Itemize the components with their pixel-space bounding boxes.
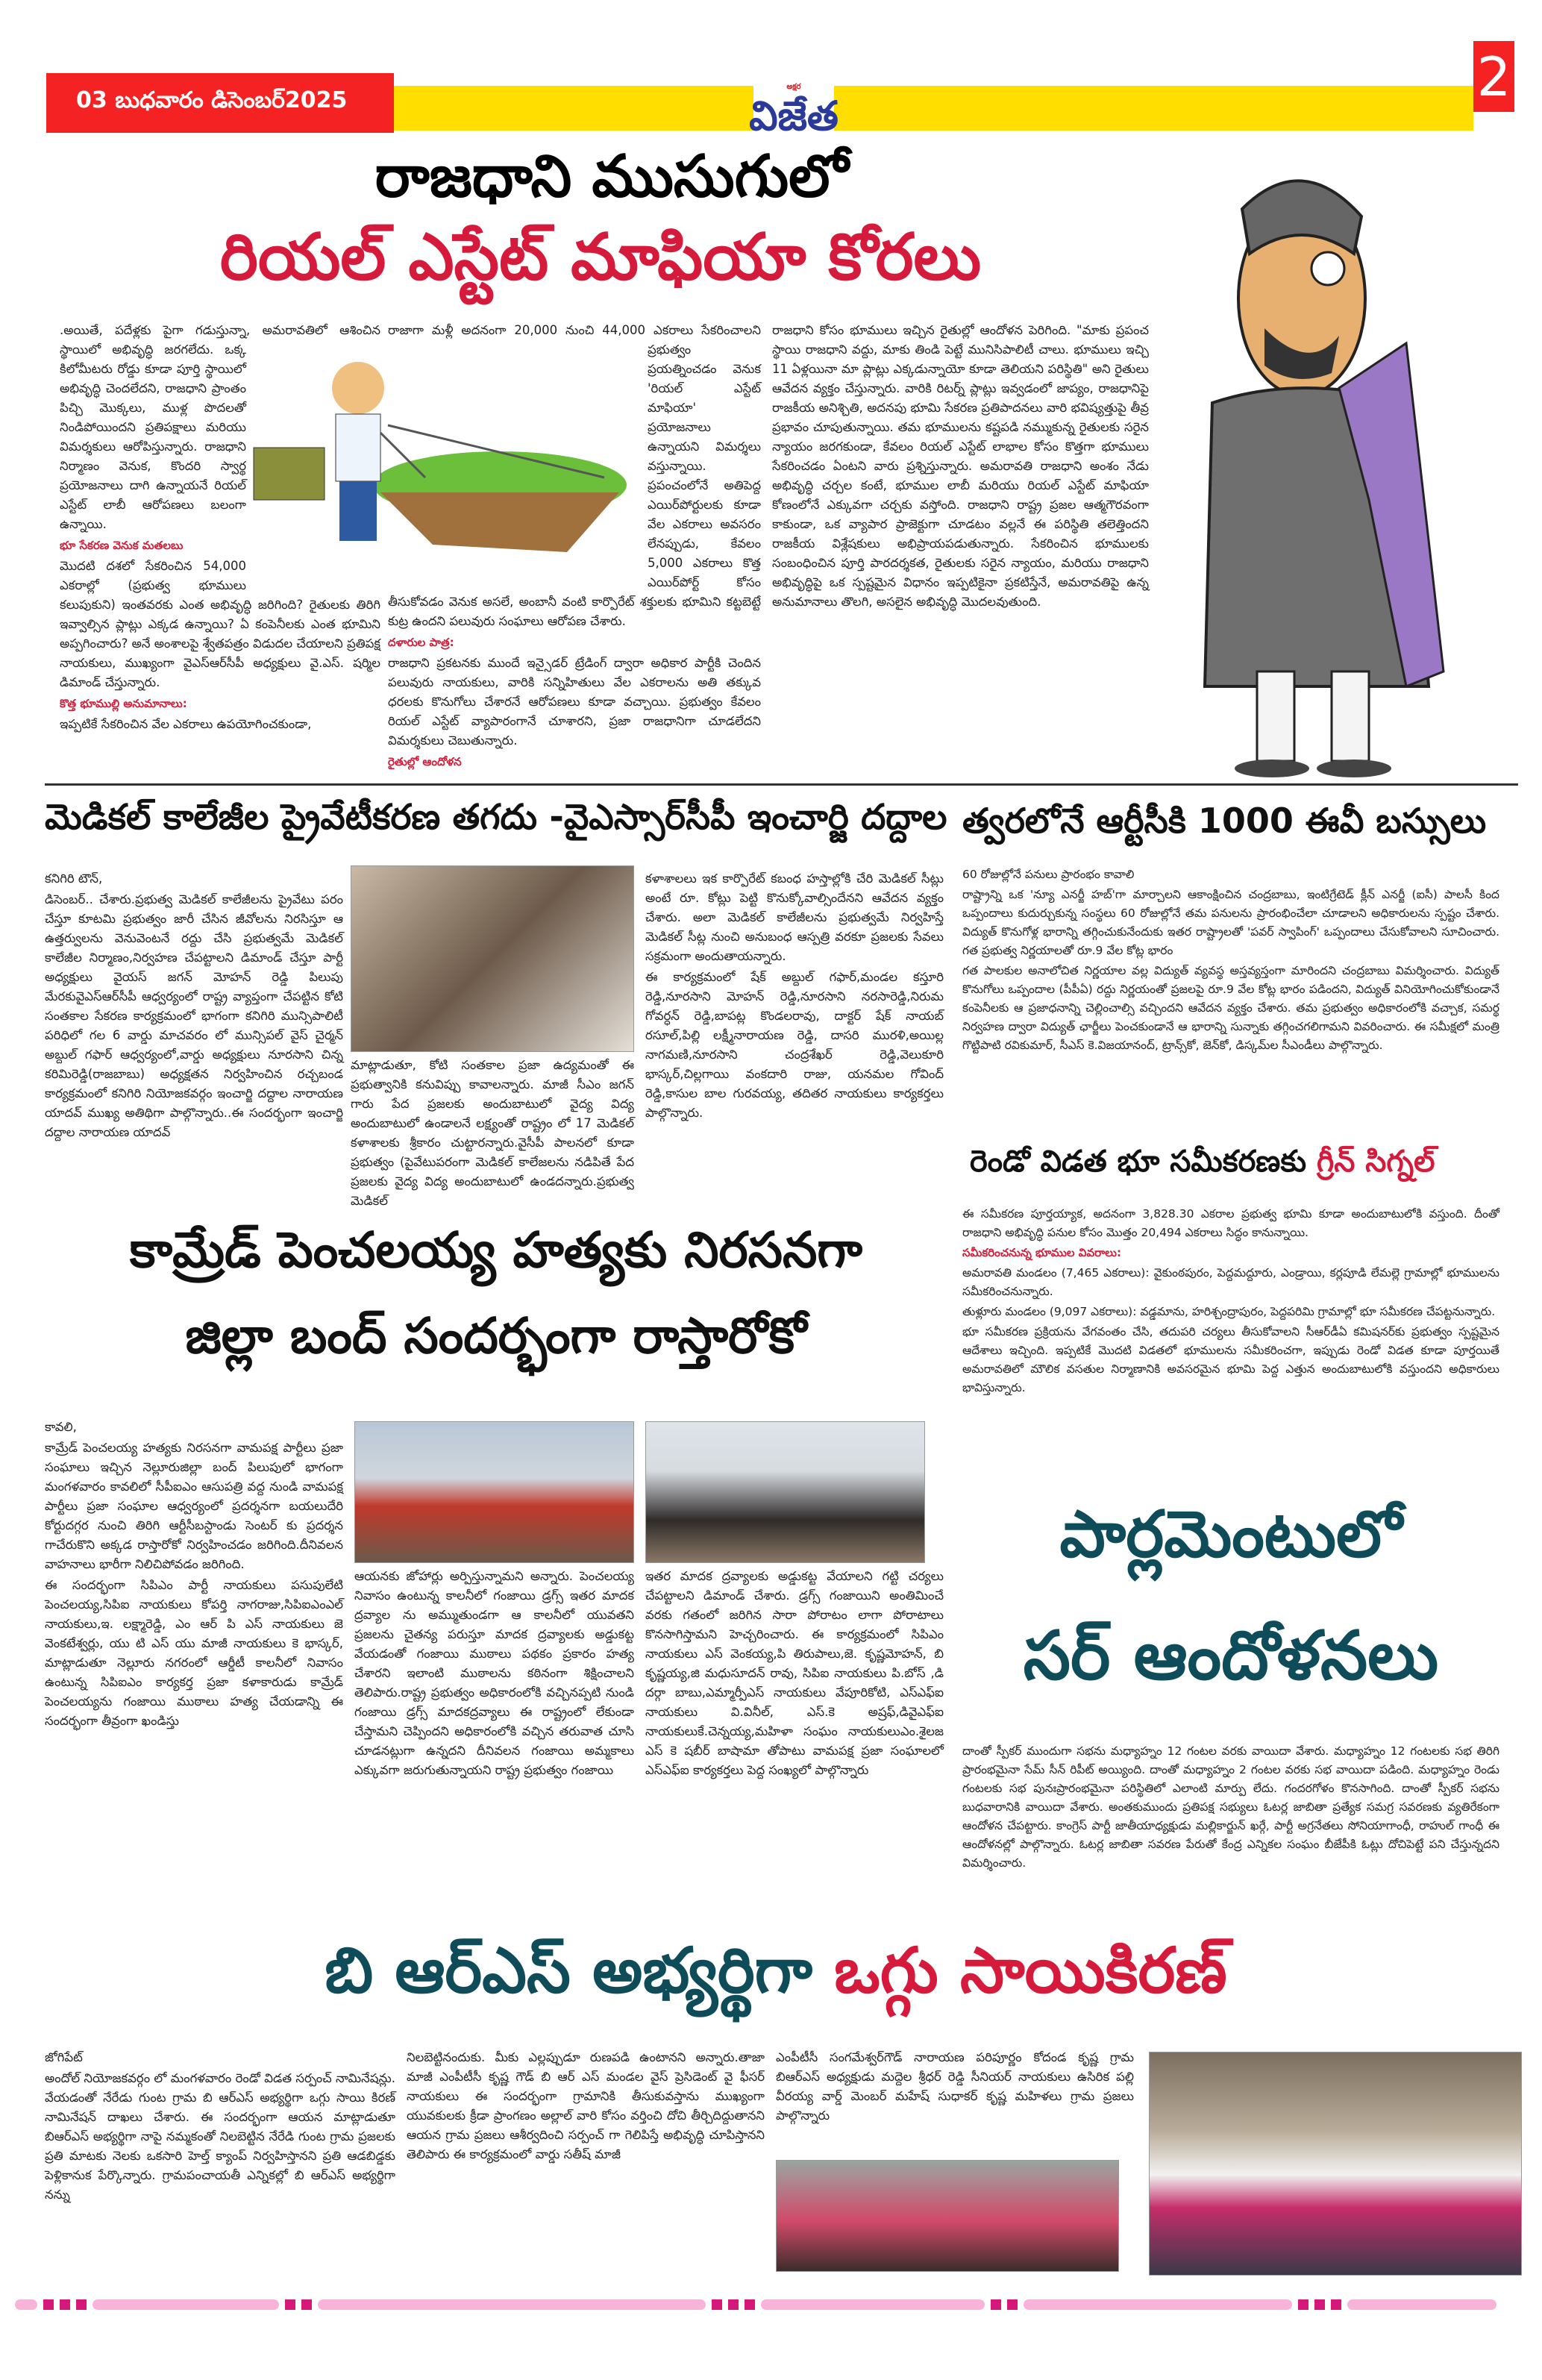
story1-para: రాజధాని కోసం భూములు ఇచ్చిన రైతుల్లో ఆందోళన పెరిగింది. "మాకు ప్రపంచ స్థాయి రాజధాని వద్దు, మాకు తిండి పెట్టే మునిసిపాలిటీ చాలు. భూములు ఇచ్చి 11 ఏళ్లయినా మా ప్లాట్లు ఎక్కడున్నాయో కూడా తెలియని పరిస్థితి" అని రైతులు ఆవేదన వ్యక్తం చేస్తున్నారు. వారికి రిటర్న్ ప్లాట్లు ఇవ్వడంలో జాప్యం, రాజధానిపై రాజకీయ అనిశ్చితి, అదనపు భూమి సేకరణ ప్రతిపాదనలు వారి భవిష్యత్తుపై తీవ్ర ప్రభావం చూపుతున్నాయి. తమ భూములను కష్టపడి నమ్ముకున్న రైతులకు సరైన న్యాయం జరగకుండా, కేవలం రియల్ ఎస్టేట్ లాభాల కోసం కొత్తగా భూములు సేకరించడం ఏంటని వారు ప్రశ్నిస్తున్నారు. అమరావతి రాజధాని అంశం నేడు అభివృద్ధి చర్చల కంటే, భూముల లాబీ మరియు రియల్ ఎస్టేట్ మాఫియా కోణంలోనే ఎక్కువగా చర్చకు వస్తోంది. రాజధాని రాష్ట్ర ప్రజల ఆత్మగౌరవంగా కాకుండా, ఒక వ్యాపార ప్రాజెక్టుగా చూడటం వల్లనే ఈ పరిస్థితి తలెత్తిందని రాజకీయ విశ్లేషకులు అభిప్రాయపడుతున్నారు. సేకరించిన భూములకు సంబంధించిన పూర్తి పారదర్శకత, రైతులకు సరైన న్యాయం, మరియు రాజధాని అభివృద్ధిపై ఒక స్పష్టమైన విధానం ఇప్పటికైనా ప్రకటిస్తేనే, అమరావతిపై ఉన్న అనుమానాలు తొలగి, అసలైన అభివృద్ధి మొదలవుతుంది.	[772, 323, 1149, 609]
date-banner: 03 బుధవారం డిసెంబర్2025	[46, 73, 394, 133]
story4-headline-red: గ్రీన్ సిగ్నల్	[1316, 1144, 1435, 1179]
story5-para: ఇతర మాదక ద్రవ్యాలకు అడ్డుకట్ట వేయాలని గట్టి చర్యలు చేపట్టాలని డిమాండ్ చేశారు. డ్రగ్స్ గంజాయిని అంతిమించే వరకు గతంలో జరిగిన సారా పోరాటం లాగా పోరాటాలు కొనసాగిస్తామని హెచ్చరించారు. ఈ కార్యక్రమంలో సిపిఎం నాయకులు ఎస్ వెంకయ్య,పి తిరుపాలు,జె. కృష్ణమోహన్, బి కృష్ణయ్య,జి మధుసూదన్ రావు, సిపిఐ నాయకులు పి.బోస్ ,డి దర్గా బాబు,ఎమ్మార్పీఎస్ నాయకులు వేపూరికోటి, ఎస్ఎఫ్ఐ నాయకులు వి.వినీల్, ఎస్.కె అష్రఫ్,డివైఎఫ్ఐ నాయకులుకే.చెన్నయ్య,మహిళా సంఘం నాయకులుఎం.శైలజ ఎస్ కె షబీర్ బాషామా తోపాటు వామపక్ష ప్రజా సంఘాలలో ఎస్ఎఫ్ఐ కార్యకర్తలు పెద్ద సంఖ్యలో పాల్గొన్నారు	[645, 1569, 944, 1777]
story2-para: కళాశాలలు ఇక కార్పొరేట్ కబంధ హస్తాల్లోకి చేరి మెడికల్ సీట్లు అంటే రూ. కోట్లు పెట్టి కొనుక్కోవాల్సిందేనని ఆవేదన వ్యక్తం చేశారు. అలా మెడికల్ కాలేజీలను ప్రభుత్వమే నిర్వహిస్తే మెడికల్ సీట్ల నుంచి అనుబంధ ఆస్పత్రి వరకూ ప్రజలకు సేవలు సక్రమంగా అందుతాయన్నారు.	[645, 871, 944, 963]
story1-column-3	[772, 321, 1149, 768]
nomination-rally-photo	[776, 2160, 1119, 2272]
story2-column-1	[45, 869, 343, 1197]
logo-tag: అక్షర	[786, 82, 801, 91]
story2-para: మాట్లాడుతూ, కోటి సంతకాల ప్రజా ఉద్యమంతో ఈ ప్రభుత్వానికి కనువిప్పు కావాలన్నారు. మాజీ సీఎం జగన్ గారు పేద ప్రజలకు అందుబాటులో వైద్య విద్య అందుబాటులో ఉండాలనే లక్ష్యంతో రాష్ట్రం లో 17 మెడికల్ కళాశాలకు శ్రీకారం చుట్టారన్నారు.వైసీపీ పాలనలో కూడా ప్రభుత్వం (పైవేటుపరంగా మెడికల్ కాలేజలను నడిపితే పేద ప్రజలకు వైద్య విద్య అందుబాటులో ఉండదన్నారు.ప్రభుత్వ మెడికల్	[351, 1058, 634, 1208]
story1-para: రాజాగా మళ్లీ అదనంగా 20,000 నుంచి 44,000 ఎకరాలు సేకరించాలని ప్రభుత్వం ప్రయత్నించడం వెనుక 'రియల్ ఎస్టేట్ మాఫియా' ప్రయోజనాలు ఉన్నాయని విమర్శలు వస్తున్నాయి. ప్రపంచంలోనే అతిపెద్ద ఎయిర్‌పోర్టులకు కూడా వేల ఎకరాలు అవసరం లేనప్పుడు, కేవలం 5,000 ఎకరాలు కొత్త ఎయిర్‌పోర్ట్ కోసం తీసుకోవడం వెనుక అసలే, అంబానీ వంటి కార్పొరేట్ శక్తులకు భూమిని కట్టబెట్టే కుట్ర ఉందని పలువురు సంఘాలు ఆరోపణ చేశారు.	[388, 323, 761, 628]
story1-column-2	[388, 321, 761, 773]
story1-headline-line1: రాజధాని ముసుగులో	[374, 143, 849, 210]
story7-dateline: జోగిపేట్	[45, 2050, 83, 2064]
story4-body	[962, 1205, 1499, 1496]
story2-dateline: కనిగిరి టౌన్,	[45, 871, 103, 886]
story7-column-1	[45, 2048, 395, 2279]
story4-para: భూ సమీకరణ ప్రక్రియను వేగవంతం చేసి, తదుపరి చర్యలు తీసుకోవాలని సీఆర్‌డీఏ కమిషనర్‌కు ప్రభుత్వం స్పష్టమైన ఆదేశాలు ఇచ్చింది. ఇప్పటికే మొదటి విడతలో భూములను సమీకరించగా, ఇప్పుడు రెండో విడత కూడా పూర్తయితే అమరావతిలో మౌలిక వసతుల నిర్మాణానికి అవసరమైన భూమి పెద్ద ఎత్తున అందుబాటులోకి వస్తుందని అధికారులు భావిస్తున్నారు.	[962, 1325, 1499, 1394]
section-divider	[45, 783, 1518, 786]
story5-dateline: కావలి,	[45, 1420, 77, 1434]
story5-column-3	[645, 1567, 944, 1835]
story7-para: ఎంపీటీసీ సంగమేశ్వర్‌గౌడ్ నారాయణ పరిపూర్ణం కోదండ కృష్ణ గ్రామ బిఆర్ఎస్ అధ్యక్షుడు మద్దెల శ్రీధర్ రెడ్డి సీనియర్ నాయకులు ఉసిరిక పల్లి వీరయ్య వార్డ్ మెంబర్ మహేష్ సుధాకర్ కృష్ణ మహిళలు గ్రామ ప్రజలు పాల్గొన్నారు	[776, 2050, 1134, 2123]
story6-body	[962, 1742, 1499, 1906]
decorative-footer-bar	[15, 2296, 1527, 2313]
story5-column-1	[45, 1418, 343, 1835]
protest-rally-photo	[354, 1421, 634, 1563]
story1-subhead: భూ సేకరణ వెనుక మతలబు	[60, 539, 184, 552]
story1-para: .అయితే, పదేళ్లకు పైగా గడుస్తున్నా, అమరావతిలో ఆశించిన స్థాయిలో అభివృద్ధి జరగలేదు. ఒక్క కిలోమీటరు రోడ్డు కూడా పూర్తి స్థాయిలో అభివృద్ధి చెందలేదని, రాజధాని ప్రాంతం పిచ్చి మొక్కలు, ముళ్ల పొదలతో నిండిపోయిందని ప్రతిపక్షాలు మరియు విమర్శకులు ఆరోపిస్తున్నారు. రాజధాని నిర్మాణం వెనుక, కొందరి స్వార్థ ప్రయోజనాలు దాగి ఉన్నాయనే రియల్ ఎస్టేట్ లాబీ ఆరోపణలు బలంగా ఉన్నాయి.	[60, 323, 380, 531]
story5-para: కామ్రేడ్ పెంచలయ్య హత్యకు నిరసనగా వామపక్ష పార్టీలు ప్రజా సంఘాలు ఇచ్చిన నెల్లూరుజిల్లా బంద్ పిలుపులో భాగంగా మంగళవారం కావలిలో సీపీఐఎం ఆసుపత్రి వద్ద నుండి వామపక్ష పార్టీలు ప్రజా సంఘాల ఆధ్వర్యంలో ప్రదర్శనగా బయలుదేరి కోర్టుదగ్గర నుంచి తిరిగి ఆర్టీసీబస్టాండు సెంటర్ కు ప్రదర్శన గాచేరుకొని అక్కడ రాస్తారోకో నిర్వహించడం జరిగింది.దీనివలన వాహనాలు భారీగా నిలిచిపోవడం జరిగింది.	[45, 1441, 343, 1571]
story4-subhead: సమీకరించనున్న భూముల వివరాలు:	[962, 1246, 1121, 1259]
story7-column-3	[776, 2048, 1134, 2152]
masthead-band-left	[394, 86, 753, 131]
story1-subhead: రైతుల్లో ఆందోళన	[388, 755, 462, 768]
logo-text: విజేత	[749, 92, 839, 140]
page-number: 2	[1473, 41, 1514, 112]
story5-column-2	[354, 1567, 634, 1835]
story2-column-3	[645, 869, 944, 1197]
story6-para: దాంతో స్పీకర్ ముందుగా సభను మధ్యాహ్నం 12 గంటల వరకు వాయిదా వేశారు. మధ్యాహ్నం 12 గంటలకు సభ తిరిగి ప్రారంభమైనా సేమ్ సీన్ రిపీట్ అయ్యింది. దాంతో మధ్యాహ్నం 2 గంటల వరకు సభ వాయిదా పడింది. మధ్యాహ్నం రెండు గంటలకు సభ పునఃప్రారంభమైనా పరిస్థితిలో ఎలాంటి మార్పు లేదు. గందరగోళం కొనసాగింది. దాంతో స్పీకర్ సభను బుధవారానికి వాయిదా వేశారు. అంతకుముందు ప్రతిపక్ష సభ్యులు ఓటర్ల జాబితా ప్రత్యేక సమగ్ర సవరణకు వ్యతిరేకంగా ఆందోళన చేపట్టారు. కాంగ్రెస్ పార్టీ జాతీయాధ్యక్షుడు మల్లికార్జున్ ఖర్గే, పార్టీ అగ్రనేతలు సోనియాగాంధీ, రాహుల్ గాంధీ ఈ ఆందోళనల్లో పాల్గొన్నారు. ఓటర్ల జాబితా సవరణ పేరుతో కేంద్ర ఎన్నికల సంఘం బీజేపీకి ఓట్లు దోచిపెట్టే పని చేస్తున్నదని విమర్శించారు.	[962, 1744, 1499, 1870]
story1-headline-line2: రియల్ ఎస్టేట్ మాఫియా కోరలు	[219, 220, 982, 295]
story2-headline: మెడికల్ కాలేజీల ప్రైవేటీకరణ తగదు -వైఎస్సార్‌సీపీ ఇంచార్జి దద్దాల	[45, 797, 947, 838]
cartoon-wrap-area	[388, 351, 648, 589]
story1-subhead: దళారుల పాత్ర:	[388, 636, 454, 649]
story2-column-2	[351, 1056, 634, 1208]
story5-para: ఈ సందర్భంగా సిపిఎం పార్టీ నాయకులు పసుపులేటి పెంచలయ్య,సిపిఐ నాయకులు కోపర్తి నాగరాజు,సిపిఐఎంఎల్ నాయకులు,ఇ. లక్ష్మారెడ్డి, ఎం ఆర్ పి ఎస్ నాయకులు జె వెంకటేశ్వర్లు, యు టి ఎస్ యు మాజీ నాయకులు కె భాస్కర్, మాట్లాడుతూ నెల్లూరు నగరంలో ఆర్డీటీ కాలనీలో నివాసం ఉంటున్న సిపిఐఎం కార్యకర్త ప్రజా కళాకారుడు కామ్రేడ్ పెంచలయ్యను గంజాయి ముఠాలు హత్య చేయడాన్ని ఈ సందర్భంగా తీవ్రంగా ఖండిస్తు	[45, 1578, 343, 1728]
story4-headline	[970, 1145, 1507, 1178]
story3-body	[962, 865, 1499, 1134]
story4-para: ఈ సమీకరణ పూర్తయ్యాక, అదనంగా 3,828.30 ఎకరాల ప్రభుత్వ భూమి కూడా అందుబాటులోకి వస్తుంది. దీంతో రాజధాని అభివృద్ధి పనుల కోసం మొత్తం 20,494 ఎకరాలు సిద్ధం కానున్నాయి.	[962, 1207, 1499, 1239]
politician-cartoon	[1160, 149, 1526, 783]
story7-headline-red: ఒగ్గు సాయికిరణ్	[834, 1934, 1227, 2007]
story3-para: 60 రోజుల్లోనే పనులు ప్రారంభం కావాలి	[962, 868, 1135, 881]
story4-para: తుళ్లూరు మండలం (9,097 ఎకరాలు): వడ్డమాను, హరిశ్చంద్రాపురం, పెద్దపరిమి గ్రామాల్లో భూ సమీకరణ చేపట్టనున్నారు.	[962, 1305, 1496, 1318]
story1-para: మొదటి దశలో సేకరించిన 54,000 ఎకరాల్లో (ప్రభుత్వ భూములు కలుపుకుని) ఇంతవరకు ఎంత అభివృద్ధి జరిగింది? రైతులకు తిరిగి ఇవ్వాల్సిన ప్లాట్లు ఎక్కడ ఉన్నాయి? ఏ కంపెనీలకు ఎంత భూమిని అప్పగించారు? అనే అంశాలపై శ్వేతపత్రం విడుదల చేయాలని ప్రతిపక్ష నాయకులు, ముఖ్యంగా వైఎస్ఆర్‌సీపీ అధ్యక్షులు వై.ఎస్. షర్మిల డిమాండ్ చేస్తున్నారు.	[60, 559, 380, 689]
story5-para: ఆయనకు జోహార్లు అర్పిస్తున్నామని అన్నారు. పెంచలయ్య నివాసం ఉంటున్న కాలనీలో గంజాయి డ్రగ్స్ ఇతర మాదక ద్రవ్యాల ను అమ్ముతుండగా ఆ కాలనీలో యువతని ప్రజలను చైతన్య పరుస్తూ మాదక ద్రవ్యాలకు అడ్డుకట్ట వేయడంతో గంజాయి ముఠాలు పథకం ప్రకారం హత్య చేశారని ఇలాంటి ముఠాలను కఠినంగా శిక్షించాలని తెలిపారు.రాష్ట్ర ప్రభుత్వం అధికారంలోకి వచ్చినప్పటి నుండి గంజాయి డ్రగ్స్ మాదకద్రవ్యాలు ఈ రాష్ట్రంలో లేకుండా చేస్తామని చెప్పిందని అధికారంలోకి వచ్చిన తరువాత చూసి చూడనట్లుగా ఉన్నదని దీనివలన గంజాయి అమ్మకాలు ఎక్కువగా జరుగుతున్నాయని రాష్ట్ర ప్రభుత్వం గంజాయి	[354, 1569, 634, 1777]
story3-para: రాష్ట్రాన్ని ఒక 'న్యూ ఎనర్జీ హబ్'గా మార్చాలని ఆకాంక్షించిన చంద్రబాబు, ఇంటిగ్రేటెడ్ క్లీన్ ఎనర్జీ (ఐసీ) పాలసీ కింద ఒప్పందాలు కుదుర్చుకున్న సంస్థలు 60 రోజుల్లోనే తమ పనులను ప్రారంభించేలా చూడాలని అధికారులను స్పష్టం చేశారు. విద్యుత్ కొనుగోళ్ల భారాన్ని తగ్గించుకునేందుకు ఇతర రాష్ట్రాలతో 'పవర్ స్వాపింగ్' ఒప్పందాలు చేసుకోవాలని సూచించారు. గత ప్రభుత్వ నిర్ణయాలతో రూ.9 వేల కోట్ల భారం	[962, 888, 1499, 957]
masthead-band-right	[834, 86, 1473, 131]
story4-headline-black: రెండో విడత భూ సమీకరణకు	[970, 1144, 1317, 1179]
story7-para: అందోల్ నియోజకవర్గం లో మంగళవారం రెండో విడత సర్పంచ్ నామినేషన్లు. వేయడంతో నేరేడు గుంట గ్రామ బి ఆర్ఎస్ అభ్యర్థిగా ఒగ్గు సాయి కిరణ్ నామినేషన్ దాఖలు చేశారు. ఈ సందర్భంగా ఆయన మాట్లాడుతూ బిఆర్ఎస్ అభ్యర్థిగా నాపై నమ్మకంతో నిలబెట్టిన నేరేడి గుంట గ్రామ ప్రజలకు ప్రతి మాటకు నెలకు ఒకసారి హెల్త్ క్యాంప్ నిర్వహిస్తానని ప్రతి ఆడబిడ్డకు పెళ్లికానుక పేర్కొన్నారు. గ్రామపంచాయతీ ఎన్నికల్లో బి ఆర్ఎస్ అభ్యర్థిగా నన్ను	[45, 2071, 395, 2202]
protest-group-photo	[645, 1421, 925, 1563]
story5-headline-line1: కామ్రేడ్ పెంచలయ్య హత్యకు నిరసనగా	[129, 1221, 863, 1279]
story7-column-2	[407, 2048, 765, 2279]
story1-subhead: కొత్త భూముల్లి అనుమానాలు:	[60, 697, 187, 710]
cartoon-wrap-area	[246, 351, 380, 589]
story6-headline-line1: పార్లమెంటులో	[1059, 1497, 1402, 1572]
story6-headline-line2: సర్ ఆందోళనలు	[1023, 1617, 1439, 1695]
story1-column-1	[60, 321, 380, 736]
signature-campaign-photo	[351, 865, 634, 1052]
candidate-photo	[1149, 2052, 1522, 2276]
story7-headline	[45, 1936, 1507, 2005]
story7-para: నిలబెట్టినందుకు. మీకు ఎల్లప్పుడూ రుణపడి ఉంటానని అన్నారు.తాజా మాజీ ఎంపీటీసీ కృష్ణ గౌడ్ బి ఆర్ ఎస్ మండల వైస్ ప్రెసిడెంట్ వై ఫీసర్ నాయకులు ఈ సందర్భంగా గ్రామానికి తీసుకువస్తాను ముఖ్యంగా యువకులకు క్రీడా ప్రాంగణం అల్లాల్ వారి కోసం వర్తించి దోచి తీర్చిదిద్దుతానని ఆయన గ్రామ ప్రజలు ఆశీర్వదించి సర్పంచ్ గా గెలిపిస్తే అభివృద్ధి చూపిస్తానని తెలిపారు ఈ కార్యక్రమంలో వార్డు సతీష్ మాజీ	[407, 2050, 765, 2161]
story5-headline-line2: జిల్లా బంద్ సందర్భంగా రాస్తారోకో	[185, 1307, 807, 1365]
story3-headline: త్వరలోనే ఆర్టీసీకి 1000 ఈవీ బస్సులు	[962, 801, 1487, 841]
story1-para: రాజధాని ప్రకటనకు ముందే ఇన్సైడర్ ట్రేడింగ్ ద్వారా అధికార పార్టీకి చెందిన పలువురు నాయకులు, వారికి సన్నిహితులు వేల ఎకరాలను అతి తక్కువ ధరలకు కొనుగోలు చేశారనే ఆరోపణలు కూడా వచ్చాయి. ప్రభుత్వం కేవలం రియల్ ఎస్టేట్ వ్యాపారంగానే చూశారని, ప్రజా రాజధానిగా చూడలేదని విమర్శకులు చెబుతున్నారు.	[388, 656, 761, 748]
story7-headline-teal: బి ఆర్ఎస్ అభ్యర్థిగా	[325, 1934, 835, 2007]
story4-para: అమరావతి మండలం (7,465 ఎకరాలు): వైకుంఠపురం, పెద్దమద్దూరు, ఎండ్రాయి, కర్లపూడి లేమల్లె గ్రామాల్లో భూములను సమీకరించనున్నారు.	[962, 1266, 1499, 1298]
story2-para: డిసెంబర్.. చేశారు.ప్రభుత్వ మెడికల్ కాలేజీలను ప్రైవేటు పరం చేస్తూ కూటమి ప్రభుత్వం జారీ చేసిన జీవోలను నిరసిస్తూ ఆ ఉత్తర్వులను వెనువెంటనే రద్దు చేసి ప్రభుత్వమే మెడికల్ కాలేజీల నిర్మాణం,నిర్వహణ చేపట్టాలని డిమాండ్ చేస్తూ పార్టీ అధ్యక్షులు వైయస్ జగన్ మోహన్ రెడ్డి పిలుపు మేరకువైఎస్ఆర్‌సీపీ ఆధ్వర్యంలో రాష్ట్ర వ్యాప్తంగా చేపట్టిన కోటి సంతకాల సేకరణ కార్యక్రమంలో భాగంగా కనిగిరి మున్సిపాలిటీ పరిధిలో గల 6 వార్డు మాచవరం లో మున్సిపల్ వైస్ చైర్మన్ అబ్దుల్ గఫార్ ఆధ్వర్యంలో,వార్డు అధ్యక్షులు నూరసాని చిన్న కరిమిరెడ్డి(రాజబాబు) అధ్యక్షతన నిర్వహించిన రచ్చబండ కార్యక్రమంలో కనిగిరి నియోజకవర్గం ఇంచార్జి దద్దాల నారాయణ యాదవ్ ముఖ్య అతిథిగా పాల్గొన్నారు..ఈ సందర్భంగా ఇంచార్జి దద్దాల నారాయణ యాదవ్	[45, 892, 343, 1139]
story3-para: గత పాలకుల అనాలోచిత నిర్ణయాల వల్ల విద్యుత్ వ్యవస్థ అస్తవ్యస్తంగా మారిందని చంద్రబాబు విమర్శించారు. విద్యుత్ కొనుగోలు ఒప్పందాల (పీపీఏ) రద్దు నిర్ణయంతో ప్రజలపై రూ.9 వేల కోట్ల భారం పడిందని, విద్యుత్ వినియోగించుకోకుండానే కంపెనీలకు ఆ ప్రజాధనాన్ని చెల్లించాల్సి వచ్చిందని ఆవేదన వ్యక్తం చేశారు. తమ ప్రభుత్వం అధికారంలోకి వచ్చాక, సమర్థ నిర్వహణ ద్వారా విద్యుత్ ఛార్జీలు పెంచకుండానే ఆ భారాన్ని సున్నాకు తగ్గించగలిగామని వివరించారు. ఈ సమీక్షలో మంత్రి గొట్టిపాటి రవికుమార్, సీఎస్ కె.విజయానంద్, ట్రాన్స్‌కో, జెన్‌కో, డిస్కమ్‌ల సీఎండీలు పాల్గొన్నారు.	[962, 964, 1499, 1052]
story2-para: ఈ కార్యక్రమంలో షేక్ అబ్దుల్ గఫార్,మండల కస్తూరి రెడ్డి,నూరసాని మోహన్ రెడ్డి,నూరసాని నరసారెడ్డి,నిరుమ గోవర్ధన్ రెడ్డి,బాపట్ల కొండలరావు, దాక్టర్ షేక్ నాయబ్ రసూల్,పిల్లి లక్ష్మీనారాయణ రెడ్డి, దాసరి మురళి,అయిల్ల నాగమణి,నూరసాని చంద్రశేఖర్ రెడ్డి,వెలుకూరి భాస్కర్,చిల్లగాయి వంకదారి రాజు, యనమల గోవింద్ రెడ్డి,కాసుల బాల గురవయ్య, తదితర నాయకులు కార్యకర్తలు పాల్గొన్నారు.	[645, 970, 944, 1120]
story1-para: ఇప్పటికే సేకరించిన వేల ఎకరాలు ఉపయోగించకుండా,	[60, 717, 312, 731]
